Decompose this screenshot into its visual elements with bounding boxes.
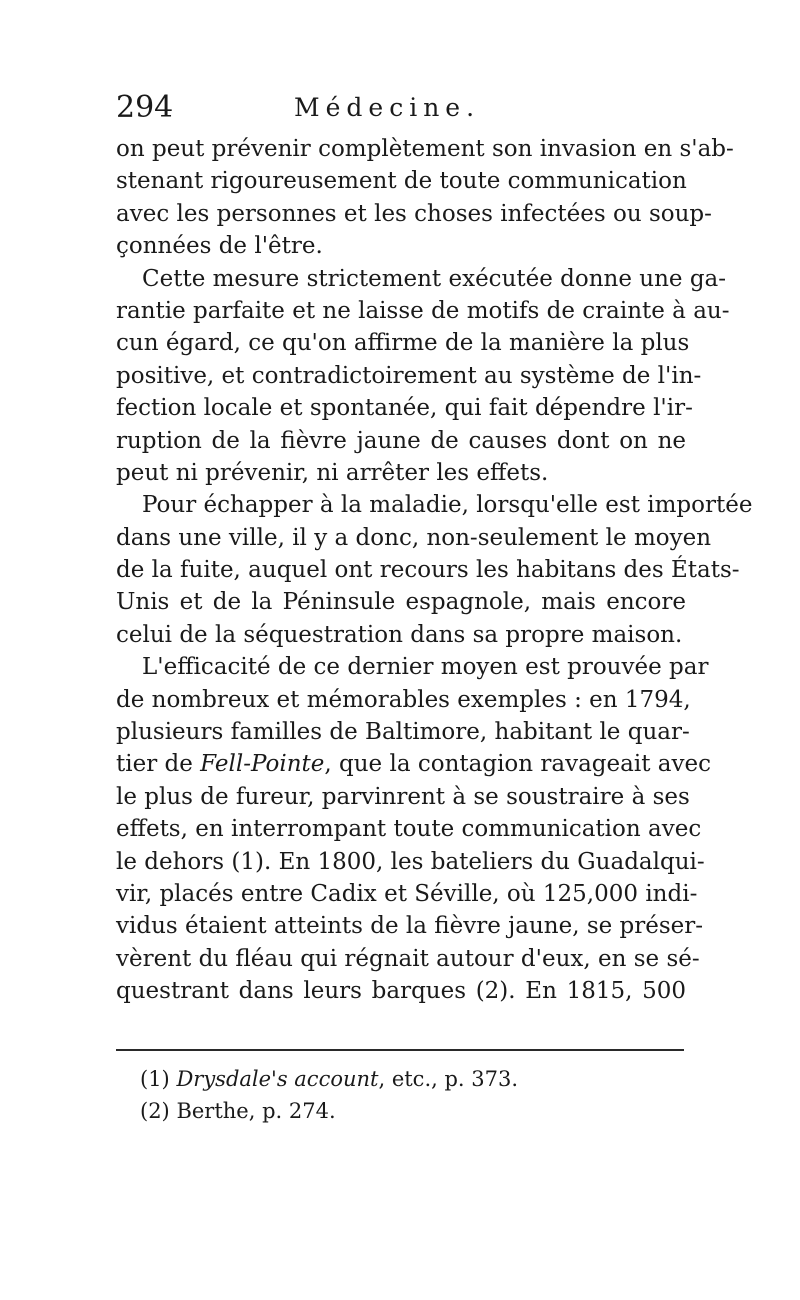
text-line: on peut prévenir complètement son invasion en s'ab- xyxy=(116,136,734,162)
text-line: cun égard, ce qu'on affirme de la manière la plus xyxy=(116,330,690,357)
footnotes xyxy=(140,1063,680,1127)
footnote-2 xyxy=(140,1095,680,1127)
text-line: rantie parfaite et ne laisse de motifs de crainte à au- xyxy=(116,297,730,324)
footnote-text: , etc., p. 373. xyxy=(378,1067,519,1091)
text-line: L'efficacité de ce dernier moyen est prouvée par xyxy=(142,654,709,681)
text-line: le dehors (1). En 1800, les bateliers du Guadalqui- xyxy=(116,848,705,875)
text-line: plusieurs familles de Baltimore, habitant le quar- xyxy=(116,719,690,746)
text-line: de la fuite, auquel ont recours les habitans des États- xyxy=(116,557,740,584)
text-line: peut ni prévenir, ni arrêter les effets. xyxy=(116,459,549,486)
text-line: effets, en interrompant toute communication avec xyxy=(116,816,702,843)
paragraph xyxy=(116,489,753,651)
page-number: 294 xyxy=(116,90,174,125)
text-line: fection locale et spontanée, qui fait dépendre l'ir- xyxy=(116,395,693,422)
page-header xyxy=(116,88,686,128)
text-line: positive, et contradictoirement au système de l'in- xyxy=(116,362,702,389)
text-line: Pour échapper à la maladie, lorsqu'elle est importée xyxy=(142,492,753,519)
text-line: celui de la séquestration dans sa propre maison. xyxy=(116,621,683,648)
paragraph xyxy=(116,651,711,1007)
footnote-1 xyxy=(140,1063,680,1095)
text-line: vir, placés entre Cadix et Séville, où 125,000 indi- xyxy=(116,880,698,907)
body-text xyxy=(116,133,753,1008)
footnote-source: Drysdale's account xyxy=(176,1067,379,1091)
text-line: vèrent du fléau qui régnait autour d'eux, en se sé- xyxy=(116,945,700,972)
footnote-marker: (1) xyxy=(140,1067,170,1091)
footnote-marker: (2) xyxy=(140,1099,170,1123)
text-line: Cette mesure strictement exécutée donne une ga- xyxy=(142,265,727,292)
footnote-text: Berthe, p. 274. xyxy=(176,1099,336,1123)
text-line: de nombreux et mémorables exemples : en 1794, xyxy=(116,686,691,713)
text-line: avec les personnes et les choses infectées ou soup- xyxy=(116,200,712,227)
text-line: le plus de fureur, parvinrent à se soustraire à ses xyxy=(116,783,690,810)
text-line: dans une ville, il y a donc, non-seulement le moyen xyxy=(116,524,712,551)
text-line: stenant rigoureusement de toute communication xyxy=(116,168,687,195)
text-line: tier de Fell-Pointe, que la contagion ravageait avec xyxy=(116,751,711,778)
text-line: vidus étaient atteints de la fièvre jaune, se préser- xyxy=(116,913,704,940)
text-line: questrant dans leurs barques (2). En 1815, 500 xyxy=(116,978,686,1005)
text-line: Unis et de la Péninsule espagnole, mais encore xyxy=(116,589,686,616)
paragraph xyxy=(116,263,730,490)
italic-place-name: Fell-Pointe xyxy=(200,751,325,778)
text-line: çonnées de l'être. xyxy=(116,233,323,260)
footnote-rule xyxy=(116,1049,684,1051)
paragraph xyxy=(116,133,734,263)
running-title: Médecine. xyxy=(294,93,481,122)
text-line: ruption de la fièvre jaune de causes dont on ne xyxy=(116,427,686,454)
